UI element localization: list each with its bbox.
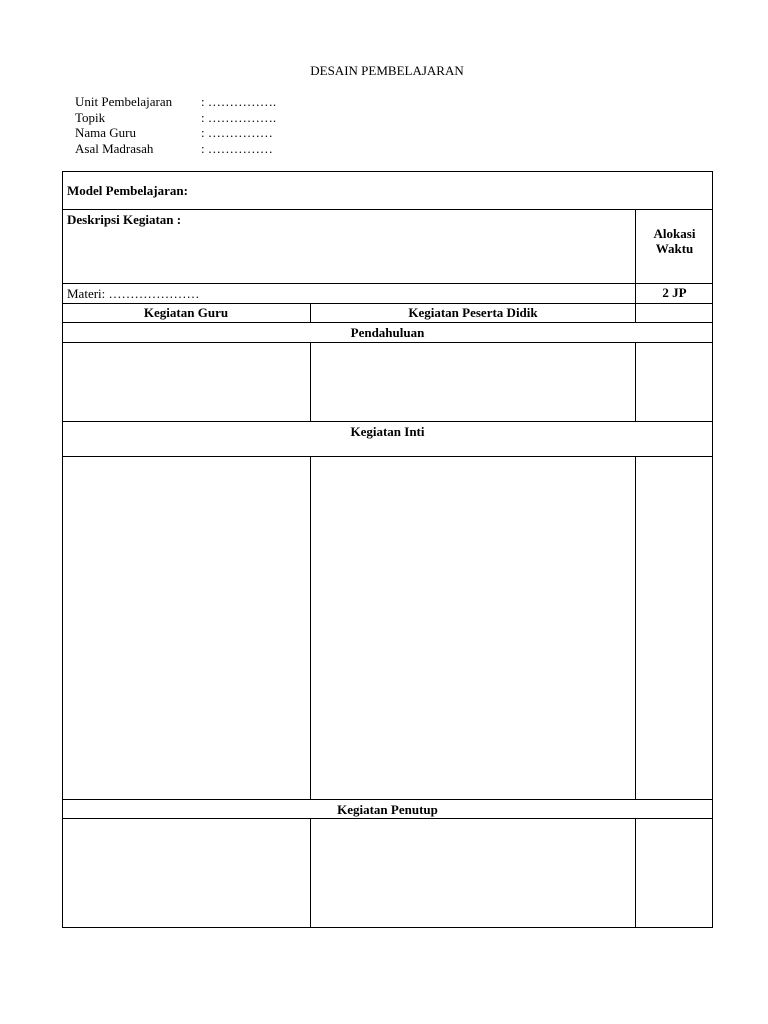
jp-value: 2 JP — [662, 285, 687, 300]
row-divider — [62, 456, 713, 457]
row-divider — [62, 342, 713, 343]
column-divider — [635, 342, 636, 421]
header-fields — [75, 94, 276, 156]
field-label: Topik — [75, 109, 106, 125]
column-divider — [635, 818, 636, 928]
row-divider — [62, 818, 713, 819]
row-divider — [62, 421, 713, 422]
alokasi-label: Alokasi — [653, 226, 696, 241]
column-divider — [635, 456, 636, 799]
waktu-label: Waktu — [655, 241, 694, 256]
materi-field: Materi: ………………… — [67, 286, 200, 301]
kegiatan-penutup-section: Kegiatan Penutup — [337, 802, 438, 817]
kegiatan-guru-header: Kegiatan Guru — [143, 305, 229, 320]
field-topik — [75, 110, 276, 126]
field-value: : …………… — [201, 125, 273, 140]
field-nama-guru — [75, 125, 276, 141]
row-divider — [62, 303, 713, 304]
field-unit-pembelajaran — [75, 94, 276, 110]
column-divider — [310, 818, 311, 928]
column-divider — [310, 342, 311, 421]
field-value: : ……………. — [201, 94, 277, 109]
field-asal-madrasah — [75, 141, 276, 157]
row-divider — [62, 209, 713, 210]
field-label: Unit Pembelajaran — [75, 94, 173, 109]
field-value: : ……………. — [201, 109, 277, 125]
field-value: : …………… — [201, 140, 273, 156]
row-divider — [62, 322, 713, 323]
deskripsi-kegiatan-label: Deskripsi Kegiatan : — [67, 212, 182, 227]
row-divider — [62, 283, 713, 284]
document-title: DESAIN PEMBELAJARAN — [310, 63, 464, 78]
kegiatan-inti-section: Kegiatan Inti — [350, 424, 425, 439]
pendahuluan-section: Pendahuluan — [350, 325, 425, 340]
model-pembelajaran-label: Model Pembelajaran: — [67, 183, 188, 198]
kegiatan-peserta-header: Kegiatan Peserta Didik — [408, 305, 538, 320]
row-divider — [62, 799, 713, 800]
field-label: Nama Guru — [75, 125, 137, 140]
column-divider — [310, 456, 311, 799]
field-label: Asal Madrasah — [75, 140, 154, 156]
